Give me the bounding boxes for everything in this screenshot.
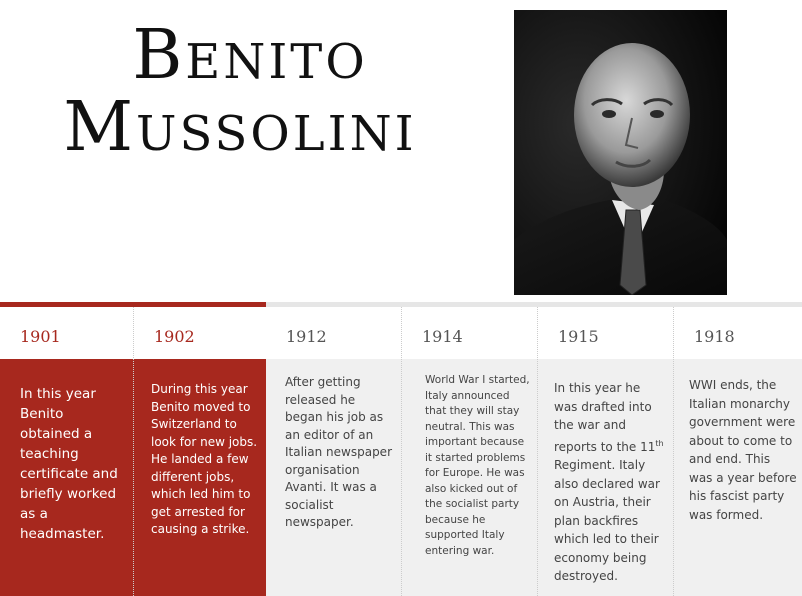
timeline-entry-1912 <box>266 307 402 596</box>
timeline-year: 1902 <box>154 327 195 346</box>
timeline-entry-1915 <box>538 307 674 596</box>
timeline-entry-text: During this year Benito moved to Switzerland to look for new jobs. He landed a few different jobs, which led him to get arrested for causing a strike. <box>151 382 258 536</box>
timeline-entry-body <box>402 359 538 596</box>
timeline-entry-body <box>538 359 674 596</box>
timeline-entry-body <box>0 359 134 596</box>
timeline-divider <box>537 307 538 596</box>
timeline-entry-1918 <box>674 307 802 596</box>
timeline-divider <box>133 307 134 596</box>
timeline-entry-1914 <box>402 307 538 596</box>
timeline-entry-1902 <box>134 307 266 596</box>
title-first-name: Benito <box>132 16 368 95</box>
timeline-year: 1918 <box>694 327 735 346</box>
timeline-year: 1912 <box>286 327 327 346</box>
timeline-entry-text-part: Regiment. Italy also declared war on Austria, their plan backfires which led to their economy being destroyed. <box>554 458 660 583</box>
portrait-photo-icon <box>514 10 727 295</box>
timeline-entry-text: After getting released he began his job as an editor of an Italian newspaper organisation Avanti. It was a socialist newspaper. <box>285 375 392 529</box>
timeline-entry-text: In this year Benito obtained a teaching certificate and briefly worked as a headmaster. <box>20 386 118 542</box>
timeline-entry-text: WWI ends, the Italian monarchy government were about to come to and end. This was a year before his fascist party was formed. <box>689 378 797 522</box>
timeline-year: 1915 <box>558 327 599 346</box>
timeline-entry-text: World War I started, Italy announced that they will stay neutral. This was important because it started problems for Europe. He was also kicked out of the socialist party because he supported Italy entering war. <box>425 374 530 557</box>
timeline-divider <box>673 307 674 596</box>
timeline-entry-text-part: In this year he was drafted into the war and reports to the 11 <box>554 381 656 454</box>
timeline-entry-body <box>266 359 402 596</box>
timeline-year: 1914 <box>422 327 463 346</box>
portrait-photo <box>514 10 727 295</box>
ordinal-suffix: th <box>655 438 664 448</box>
timeline-entry-1901 <box>0 307 134 596</box>
title-last-name: Mussolini <box>63 88 417 167</box>
timeline-year: 1901 <box>20 327 61 346</box>
timeline-entry-body <box>134 359 266 596</box>
timeline-divider <box>401 307 402 596</box>
timeline-entry-body <box>674 359 802 596</box>
timeline-entry-text <box>554 379 666 586</box>
